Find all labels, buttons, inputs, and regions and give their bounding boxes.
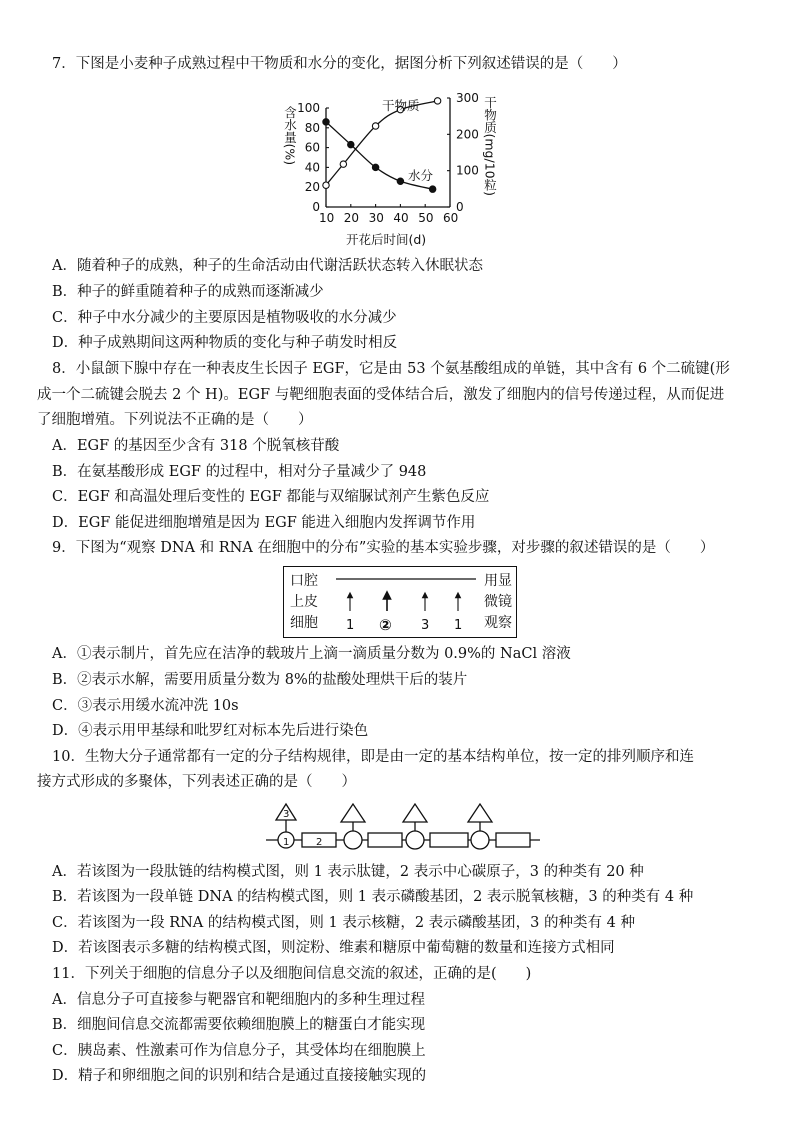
q8-option-d: D．EGF 能促进细胞增殖是因为 EGF 能进入细胞内发挥调节作用 xyxy=(52,515,476,531)
flow-step-4: 1 xyxy=(454,618,463,633)
q10-stem-line2: 接方式形成的多聚体，下列表述正确的是（ ） xyxy=(37,774,356,790)
y-right-tick-label: 200 xyxy=(456,127,479,142)
y-right-label: 干物质(mg/10粒) xyxy=(482,96,498,196)
q9-option-b: B．②表示水解，需要用质量分数为 8%的盐酸处理烘干后的装片 xyxy=(52,672,468,688)
q9-stem: 9．下图为“观察 DNA 和 RNA 在细胞中的分布”实验的基本实验步骤，对步骤的叙述错误的是（ ） xyxy=(52,540,715,556)
unit-rect-2 xyxy=(368,833,402,847)
q11-option-b: B．细胞间信息交流都需要依赖细胞膜上的糖蛋白才能实现 xyxy=(52,1017,426,1033)
series-point-1 xyxy=(323,119,329,125)
base-triangle-4 xyxy=(468,804,492,822)
y-left-tick-label: 80 xyxy=(304,120,320,135)
series-label-water: 水分 xyxy=(408,168,434,183)
series-label-dry: 干物质 xyxy=(382,98,420,113)
flow-left-1: 口腔 xyxy=(290,573,318,589)
q8-stem-line3: 了细胞增殖。下列说法不正确的是（ ） xyxy=(37,412,313,428)
flow-step-3: 3 xyxy=(421,618,430,633)
q10-option-d: D．若该图表示多糖的结构模式图，则淀粉、维素和糖原中葡萄糖的数量和连接方式相同 xyxy=(52,940,615,956)
q10-stem-line1: 10．生物大分子通常都有一定的分子结构规律，即是由一定的基本结构单位，按一定的排列顺序和连 xyxy=(52,749,694,765)
q11-option-a: A．信息分子可直接参与靶器官和靶细胞内的多种生理过程 xyxy=(52,992,425,1008)
q7-option-d: D．种子成熟期间这两种物质的变化与种子萌发时相反 xyxy=(52,335,398,351)
q11-option-c: C．胰岛素、性激素可作为信息分子，其受体均在细胞膜上 xyxy=(52,1043,426,1059)
q8-stem-line1: 8．小鼠颌下腺中存在一种表皮生长因子 EGF，它是由 53 个氨基酸组成的单链，其中含有 6 个二硫键(形 xyxy=(52,361,730,377)
flow-right-3: 观察 xyxy=(484,615,512,631)
q7-stem: 7．下图是小麦种子成熟过程中干物质和水分的变化，据图分析下列叙述错误的是（ ） xyxy=(52,56,627,72)
q9-option-c: C．③表示用缓水流冲洗 10s xyxy=(52,698,239,714)
q7-option-b: B．种子的鲜重随着种子的成熟而逐渐减少 xyxy=(52,284,324,300)
flow-left-3: 细胞 xyxy=(290,615,318,631)
x-tick-label: 30 xyxy=(368,211,384,225)
q7-option-c: C．种子中水分减少的主要原因是植物吸收的水分减少 xyxy=(52,310,397,326)
q8-option-a: A．EGF 的基因至少含有 318 个脱氧核苷酸 xyxy=(52,438,340,454)
flow-left-2: 上皮 xyxy=(290,594,318,610)
flow-step-1: 1 xyxy=(346,618,355,633)
unit-circle-3 xyxy=(406,831,424,849)
x-tick-label: 50 xyxy=(418,211,434,225)
y-left-label: 含水量(%) xyxy=(282,106,298,166)
y-left-tick-label: 60 xyxy=(304,140,320,155)
series-point-1 xyxy=(397,178,403,184)
series-point-0 xyxy=(372,123,378,129)
q7-line-chart xyxy=(262,84,502,252)
y-left-tick-label: 0 xyxy=(312,200,320,214)
x-axis-label: 开花后时间(d) xyxy=(346,232,427,247)
q9-flow-diagram xyxy=(283,566,517,638)
q11-option-d: D．精子和卵细胞之间的识别和结合是通过直接接触实现的 xyxy=(52,1068,427,1084)
y-right-tick-label: 0 xyxy=(456,200,464,214)
unit-circle-4 xyxy=(471,831,489,849)
y-left-tick-label: 20 xyxy=(304,180,320,195)
unit-circle-2 xyxy=(344,831,362,849)
flow-right-1: 用显 xyxy=(484,573,512,589)
q10-polymer-diagram xyxy=(262,800,544,856)
q10-option-a: A．若该图为一段肽链的结构模式图，则 1 表示肽键，2 表示中心碳原子，3 的种类有 20 种 xyxy=(52,864,644,880)
x-tick-label: 10 xyxy=(319,211,335,225)
flow-step-2: ② xyxy=(379,616,392,634)
series-point-1 xyxy=(429,186,435,192)
q8-option-c: C．EGF 和高温处理后变性的 EGF 都能与双缩脲试剂产生紫色反应 xyxy=(52,489,490,505)
diagram-label-2: 2 xyxy=(316,837,323,848)
series-point-0 xyxy=(323,182,329,188)
y-right-tick-label: 300 xyxy=(456,91,479,105)
series-point-1 xyxy=(372,164,378,170)
q10-option-b: B．若该图为一段单链 DNA 的结构模式图，则 1 表示磷酸基团，2 表示脱氧核糖，3 的种类有 4 种 xyxy=(52,889,694,905)
base-triangle-3 xyxy=(403,804,427,822)
q9-option-a: A．①表示制片，首先应在洁净的载玻片上滴一滴质量分数为 0.9%的 NaCl 溶液 xyxy=(52,646,571,662)
x-tick-label: 60 xyxy=(443,211,459,225)
diagram-label-1: 1 xyxy=(283,837,290,848)
flow-right-2: 微镜 xyxy=(484,594,512,610)
series-point-0 xyxy=(340,161,346,167)
q11-stem: 11．下列关于细胞的信息分子以及细胞间信息交流的叙述，正确的是( ) xyxy=(52,966,532,982)
y-left-tick-label: 40 xyxy=(304,160,320,175)
q7-option-a: A．随着种子的成熟，种子的生命活动由代谢活跃状态转入休眠状态 xyxy=(52,258,483,274)
y-left-tick-label: 100 xyxy=(297,101,320,115)
q10-option-c: C．若该图为一段 RNA 的结构模式图，则 1 表示核糖，2 表示磷酸基团，3 的种类有 4 种 xyxy=(52,915,635,931)
x-tick-label: 20 xyxy=(343,211,360,225)
q9-option-d: D．④表示用甲基绿和吡罗红对标本先后进行染色 xyxy=(52,723,369,739)
unit-rect-4 xyxy=(496,833,530,847)
unit-rect-3 xyxy=(430,833,468,847)
base-triangle-2 xyxy=(341,804,365,822)
q8-option-b: B．在氨基酸形成 EGF 的过程中，相对分子量减少了 948 xyxy=(52,464,427,480)
y-right-tick-label: 100 xyxy=(456,163,479,178)
diagram-label-3: 3 xyxy=(283,809,290,820)
series-point-1 xyxy=(348,141,354,147)
series-point-0 xyxy=(434,98,440,104)
x-tick-label: 40 xyxy=(393,211,409,225)
q8-stem-line2: 成一个二硫键会脱去 2 个 H)。EGF 与靶细胞表面的受体结合后，激发了细胞内的信号传递过程，从而促进 xyxy=(37,387,725,403)
